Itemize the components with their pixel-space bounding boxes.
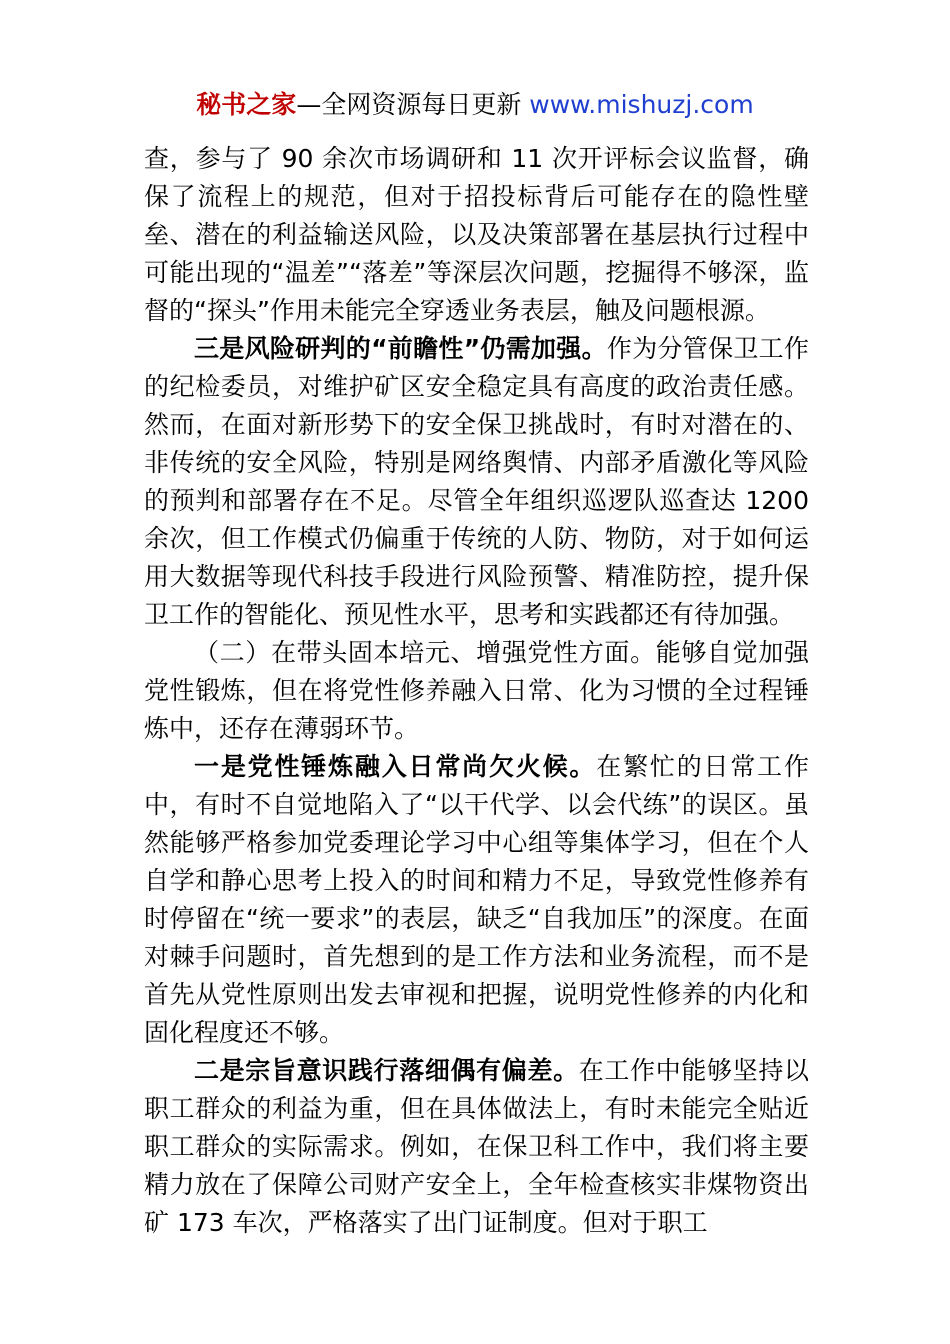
page-header: [0, 88, 950, 122]
paragraph-1: [144, 140, 809, 330]
paragraph-1-text: 查，参与了 90 余次市场调研和 11 次开评标会议监督，确保了流程上的规范，但对于招投标背后可能存在的隐性壁垒、潜在的利益输送风险，以及决策部署在基层执行过程中可能出现的“温差”“落差”等深层次问题，挖掘得不够深，监督的“探头”作用未能完全穿透业务表层，触及问题根源。: [144, 144, 809, 325]
paragraph-2: [144, 330, 809, 634]
paragraph-4-text: 在繁忙的日常工作中，有时不自觉地陷入了“以干代学、以会代练”的误区。虽然能够严格参加党委理论学习中心组等集体学习，但在个人自学和静心思考上投入的时间和精力不足，导致党性修养有时停留在“统一要求”的表层，缺乏“自我加压”的深度。在面对棘手问题时，首先想到的是工作方法和业务流程，而不是首先从党性原则出发去审视和把握，说明党性修养的内化和固化程度还不够。: [144, 752, 809, 1047]
header-url-link[interactable]: www.mishuzj.com: [529, 90, 754, 119]
paragraph-5-lead: 二是宗旨意识践行落细偶有偏差。: [194, 1056, 579, 1085]
document-body: [144, 140, 809, 1242]
paragraph-3: [144, 634, 809, 748]
paragraph-5: [144, 1052, 809, 1242]
paragraph-3-text: （二）在带头固本培元、增强党性方面。能够自觉加强党性锻炼，但在将党性修养融入日常、化为习惯的全过程锤炼中，还存在薄弱环节。: [144, 638, 809, 743]
paragraph-5-text: 在工作中能够坚持以职工群众的利益为重，但在具体做法上，有时未能完全贴近职工群众的实际需求。例如，在保卫科工作中，我们将主要精力放在了保障公司财产安全上，全年检查核实非煤物资出矿 173 车次，严格落实了出门证制度。但对于职工: [144, 1056, 809, 1237]
brand-name: 秘书之家: [196, 90, 297, 119]
paragraph-4-lead: 一是党性锤炼融入日常尚欠火候。: [194, 752, 597, 781]
paragraph-2-text: 作为分管保卫工作的纪检委员，对维护矿区安全稳定具有高度的政治责任感。然而，在面对新形势下的安全保卫挑战时，有时对潜在的、非传统的安全风险，特别是网络舆情、内部矛盾激化等风险的预判和部署存在不足。尽管全年组织巡逻队巡查达 1200 余次，但工作模式仍偏重于传统的人防、物防，对于如何运用大数据等现代科技手段进行风险预警、精准防控，提升保卫工作的智能化、预见性水平，思考和实践都还有待加强。: [144, 334, 809, 629]
header-tagline: —全网资源每日更新: [296, 90, 530, 119]
paragraph-2-lead: 三是风险研判的“前瞻性”仍需加强。: [194, 334, 607, 363]
paragraph-4: [144, 748, 809, 1052]
